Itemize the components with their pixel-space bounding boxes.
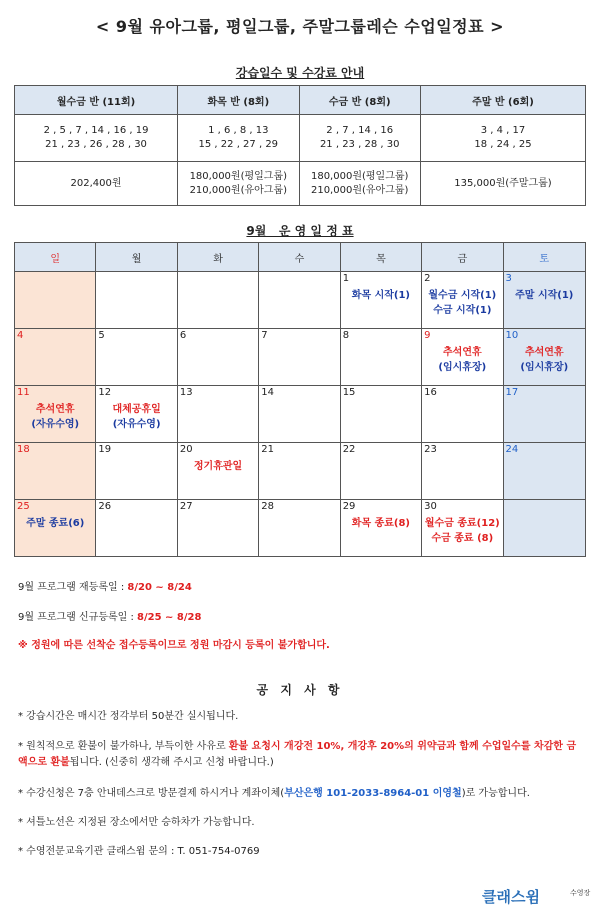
day-events	[15, 516, 95, 531]
brand-logo: 클래스윔 수영장	[482, 888, 591, 906]
day-number: 14	[261, 387, 274, 398]
day-number: 4	[17, 330, 24, 341]
notice-item-2: * 원칙적으로 환불이 불가하나, 부득이한 사유로 환불 요청시 개강전 10%, 개강후 20%의 위약금과 함께 수업일수를 차감한 금액으로 환불됩니다. (신중히 생각해 주시고 신청 바랍니다.)	[18, 741, 577, 768]
day-number: 28	[261, 501, 274, 512]
day-number: 12	[98, 387, 112, 398]
event-label: 대체공휴일	[112, 404, 161, 415]
page-title: < 9월 유아그룹, 평일그룹, 주말그룹레슨 수업일정표 >	[95, 17, 505, 36]
day-number: 21	[261, 444, 274, 455]
day-number: 30	[424, 501, 437, 512]
event-label: 화목 종료(8)	[351, 518, 411, 529]
notice-item-3: * 수강신청은 7층 안내데스크로 방문결제 하시거나 계좌이체(부산은행 101-2033-8964-01 이영철)로 가능합니다.	[18, 788, 530, 799]
calendar-week	[15, 443, 586, 500]
day-number: 2	[424, 273, 431, 284]
calendar-day	[259, 272, 340, 329]
event-label: (임시휴장)	[438, 362, 487, 373]
day-number: 5	[98, 330, 105, 341]
fee-header: 화목 반 (8회)	[178, 86, 299, 115]
event-label: 추석연휴	[524, 347, 564, 358]
fee-days-cell: 3 , 4 , 17 18 , 24 , 25	[420, 115, 585, 162]
calendar-day	[177, 272, 258, 329]
notice-heading: 공 지 사 항	[256, 683, 344, 697]
calendar-day	[422, 500, 503, 557]
fee-table	[14, 85, 586, 206]
calendar-day	[177, 329, 258, 386]
calendar-day	[96, 386, 177, 443]
fee-days-cell: 2 , 7 , 14 , 16 21 , 23 , 28 , 30	[299, 115, 420, 162]
calendar-day	[503, 443, 585, 500]
calendar-day	[422, 272, 503, 329]
registration-warning: ※ 정원에 따른 선착순 접수등록이므로 정원 마감시 등록이 불가합니다.	[18, 640, 330, 651]
fee-price-cell: 202,400원	[15, 162, 178, 206]
calendar-day	[340, 329, 421, 386]
re-registration-line: 9월 프로그램 재등록일 : 8/20 ~ 8/24	[18, 582, 192, 593]
calendar-day	[422, 329, 503, 386]
day-events	[178, 459, 258, 474]
event-label: 수금 시작(1)	[433, 305, 492, 316]
day-number: 15	[342, 387, 356, 398]
day-events	[504, 345, 585, 375]
day-number: 3	[505, 273, 512, 284]
day-number: 13	[179, 387, 193, 398]
fee-price-cell: 135,000원(주말그룹)	[420, 162, 585, 206]
calendar-day	[259, 443, 340, 500]
day-number: 11	[17, 387, 30, 398]
day-events	[422, 288, 502, 318]
day-events	[504, 288, 585, 303]
event-label: 주말 종료(6)	[26, 518, 85, 529]
calendar-day	[96, 500, 177, 557]
fee-heading: 강습일수 및 수강료 안내	[235, 66, 365, 80]
calendar-day	[503, 386, 585, 443]
day-number: 6	[179, 330, 187, 341]
calendar-day	[422, 386, 503, 443]
calendar-day	[15, 443, 96, 500]
day-events	[341, 288, 421, 303]
day-number: 19	[98, 444, 112, 455]
day-number: 10	[505, 330, 519, 341]
fee-header: 수금 반 (8회)	[299, 86, 420, 115]
calendar-day	[15, 272, 96, 329]
day-number: 24	[505, 444, 519, 455]
notice-item-1: * 강습시간은 매시간 정각부터 50분간 실시됩니다.	[18, 711, 239, 722]
day-number: 25	[17, 501, 30, 512]
day-number: 26	[98, 501, 112, 512]
calendar-day	[15, 386, 96, 443]
weekday-header: 수	[259, 243, 340, 272]
calendar-day	[503, 272, 585, 329]
event-label: (임시휴장)	[520, 362, 569, 373]
calendar-week	[15, 386, 586, 443]
calendar-day	[340, 272, 421, 329]
event-label: (자유수영)	[31, 419, 80, 430]
day-number: 18	[17, 444, 30, 455]
schedule-calendar	[14, 242, 586, 557]
fee-days-cell: 1 , 6 , 8 , 13 15 , 22 , 27 , 29	[178, 115, 299, 162]
day-events	[96, 402, 176, 432]
event-label: 월수금 종료(12)	[424, 518, 500, 529]
fee-header: 주말 반 (6회)	[420, 86, 585, 115]
new-registration-line: 9월 프로그램 신규등록일 : 8/25 ~ 8/28	[18, 612, 202, 623]
fee-price-cell: 180,000원(평일그룹) 210,000원(유아그룹)	[178, 162, 299, 206]
day-number: 17	[505, 387, 519, 398]
notice-item-4: * 셔틀노선은 지정된 장소에서만 승하차가 가능합니다.	[18, 817, 255, 828]
day-number: 23	[424, 444, 437, 455]
calendar-day	[340, 443, 421, 500]
calendar-day	[340, 386, 421, 443]
calendar-day	[259, 386, 340, 443]
calendar-week	[15, 329, 586, 386]
calendar-day	[422, 443, 503, 500]
day-events	[341, 516, 421, 531]
calendar-heading: 9월 운 영 일 정 표	[246, 224, 354, 238]
calendar-day	[15, 329, 96, 386]
calendar-week	[15, 272, 586, 329]
calendar-day	[340, 500, 421, 557]
calendar-day	[503, 500, 585, 557]
calendar-day	[15, 500, 96, 557]
calendar-day	[259, 500, 340, 557]
event-label: 주말 시작(1)	[515, 290, 574, 301]
notice-item-5: * 수영전문교육기관 클래스윔 문의 : T. 051-754-0769	[18, 846, 260, 857]
weekday-header: 화	[177, 243, 258, 272]
calendar-day	[177, 386, 258, 443]
calendar-day	[177, 500, 258, 557]
day-number: 16	[424, 387, 437, 398]
fee-price-cell: 180,000원(평일그룹) 210,000원(유아그룹)	[299, 162, 420, 206]
calendar-day	[177, 443, 258, 500]
calendar-week	[15, 500, 586, 557]
day-number: 27	[179, 501, 193, 512]
event-label: (자유수영)	[112, 419, 161, 430]
fee-header: 월수금 반 (11회)	[15, 86, 178, 115]
weekday-header: 일	[15, 243, 96, 272]
event-label: 월수금 시작(1)	[428, 290, 497, 301]
event-label: 화목 시작(1)	[351, 290, 411, 301]
calendar-day	[259, 329, 340, 386]
calendar-day	[503, 329, 585, 386]
weekday-header: 월	[96, 243, 177, 272]
day-number: 7	[261, 330, 268, 341]
event-label: 추석연휴	[35, 404, 75, 415]
day-number: 29	[342, 501, 356, 512]
event-label: 수금 종료 (8)	[431, 533, 494, 544]
fee-days-cell: 2 , 5 , 7 , 14 , 16 , 19 21 , 23 , 26 , 28 , 30	[15, 115, 178, 162]
day-number: 1	[342, 273, 350, 284]
event-label: 추석연휴	[443, 347, 482, 358]
weekday-header: 목	[340, 243, 421, 272]
day-number: 9	[424, 330, 431, 341]
weekday-header: 금	[422, 243, 503, 272]
calendar-day	[96, 272, 177, 329]
weekday-header: 토	[503, 243, 585, 272]
calendar-day	[96, 329, 177, 386]
day-events	[15, 402, 95, 432]
day-number: 22	[342, 444, 356, 455]
day-number: 20	[179, 444, 193, 455]
day-events	[422, 345, 502, 375]
day-events	[422, 516, 502, 546]
event-label: 정기휴관일	[193, 461, 243, 472]
day-number: 8	[342, 330, 350, 341]
calendar-day	[96, 443, 177, 500]
